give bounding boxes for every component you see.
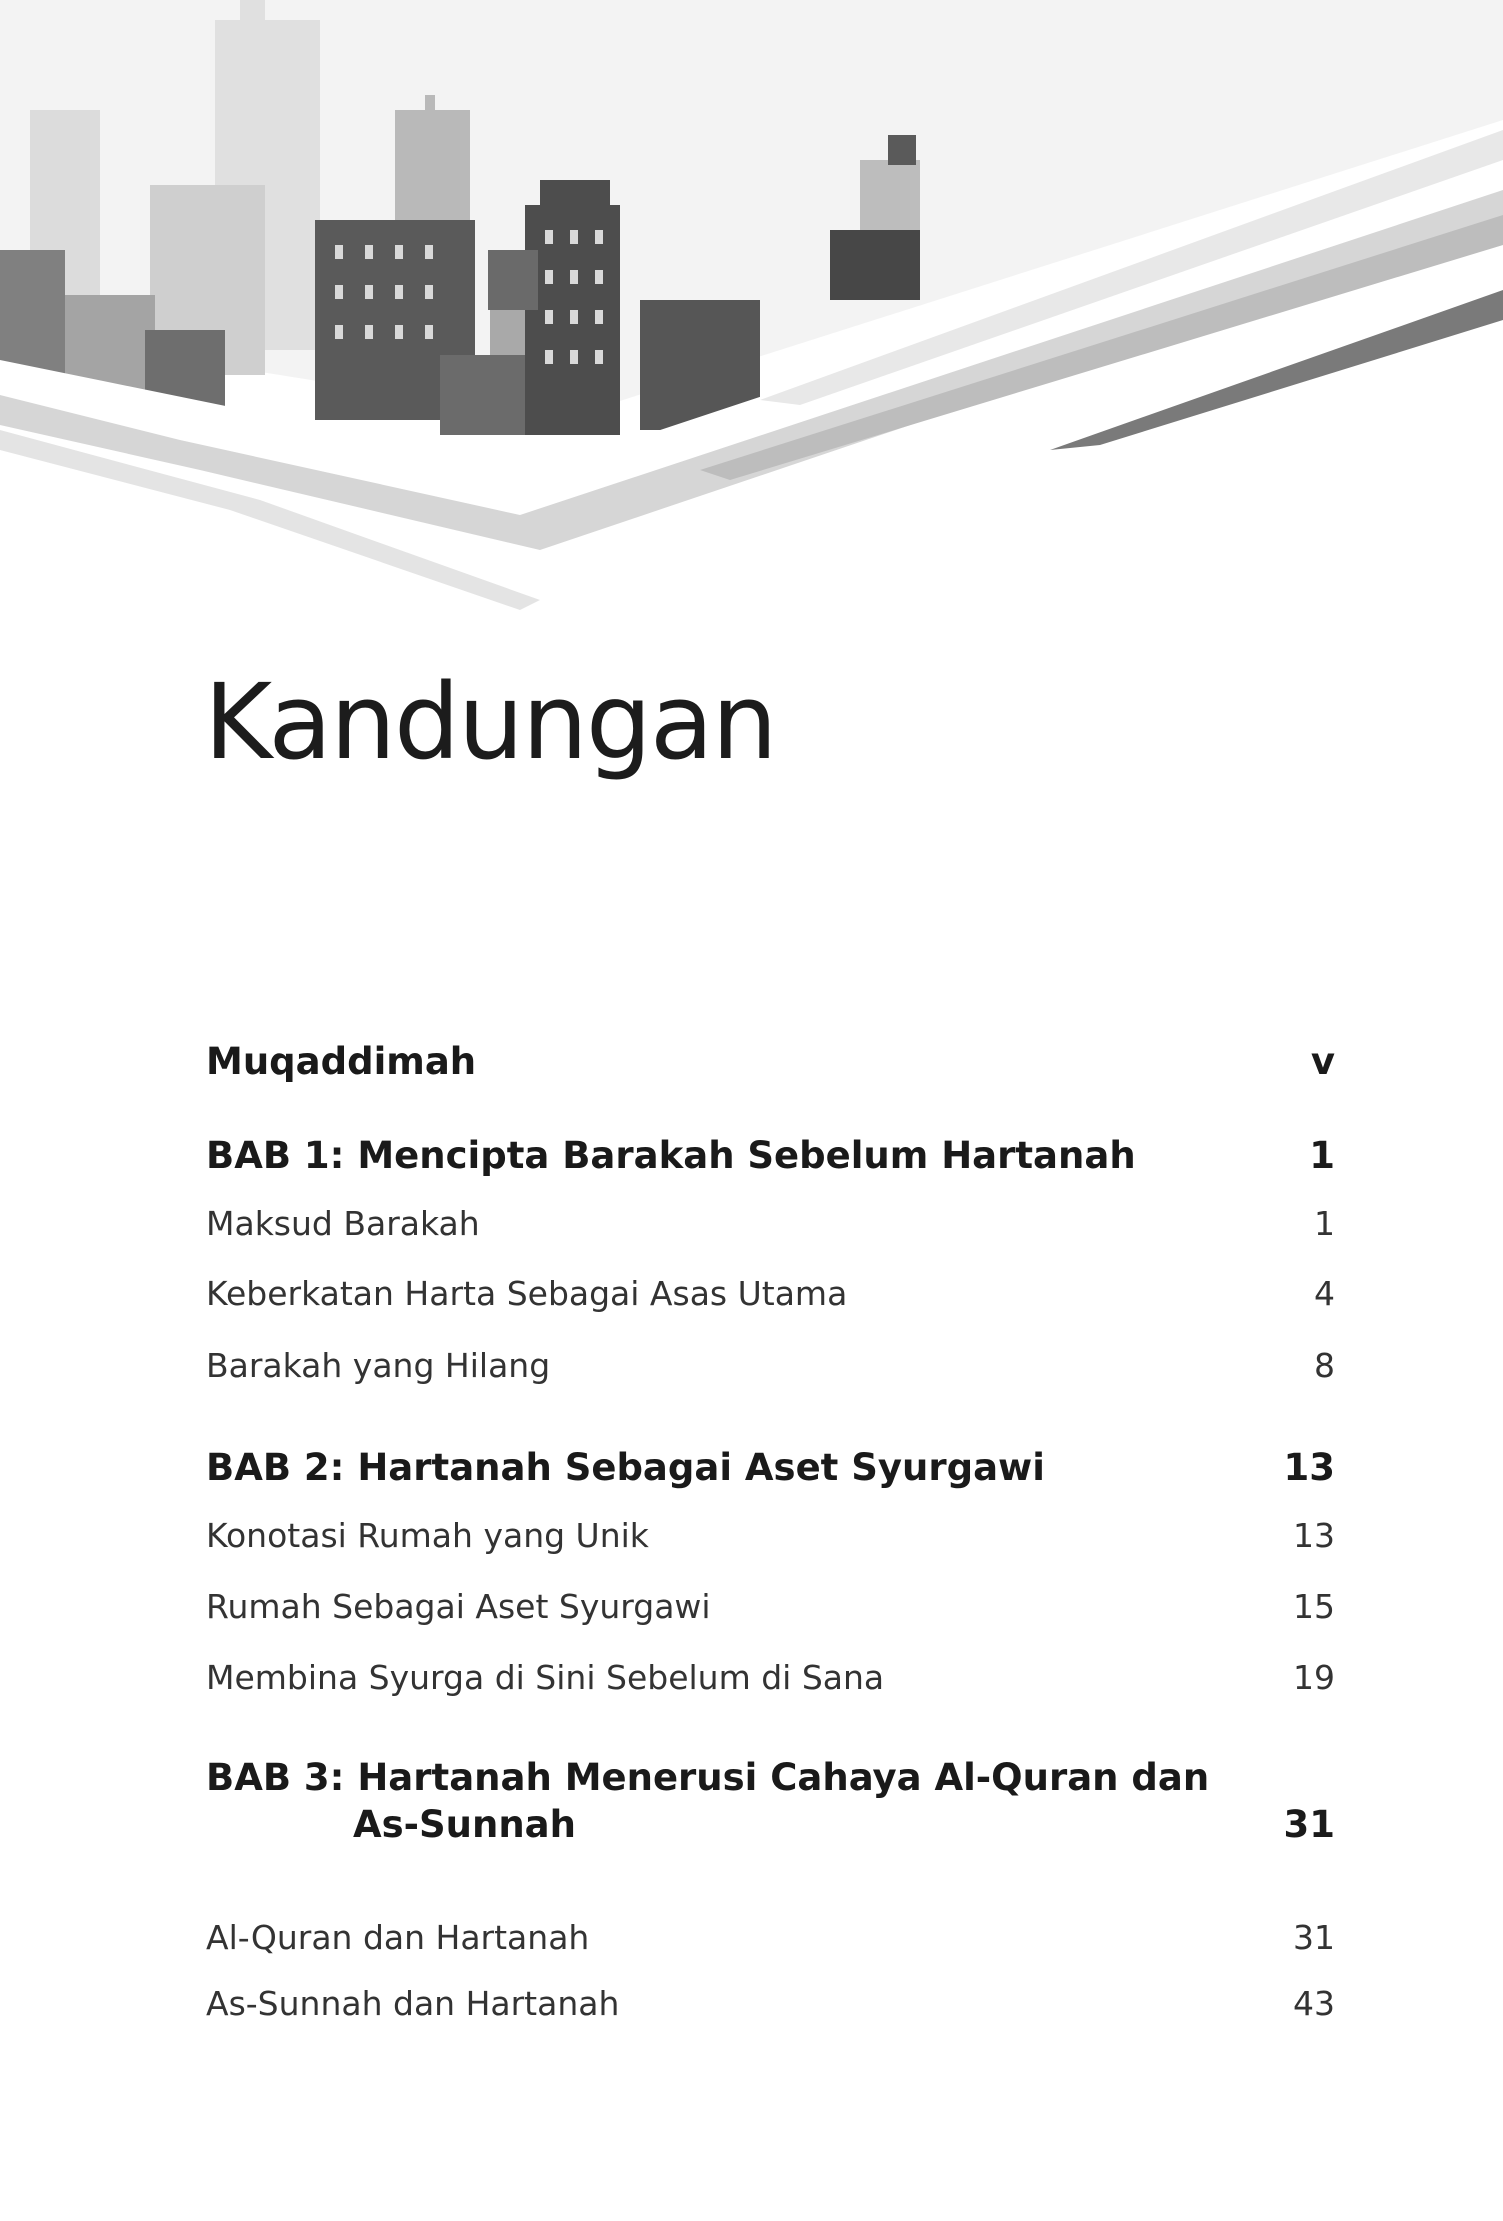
toc-section-title: Al-Quran dan Hartanah: [206, 1918, 590, 1957]
toc-entry-section[interactable]: [206, 1984, 1335, 2023]
toc-page-number: 31: [1293, 1918, 1335, 1957]
toc-entry-section[interactable]: [206, 1658, 1335, 1697]
toc-chapter-title: Muqaddimah: [206, 1040, 477, 1083]
page-title: Kandungan: [204, 661, 776, 783]
toc-section-title: Barakah yang Hilang: [206, 1346, 551, 1385]
toc-entry-chapter-1[interactable]: [206, 1134, 1335, 1177]
toc-section-title: As-Sunnah dan Hartanah: [206, 1984, 620, 2023]
toc-entry-section[interactable]: [206, 1587, 1335, 1626]
toc-entry-chapter-2[interactable]: [206, 1446, 1335, 1489]
toc-page-number: 1: [1314, 1204, 1335, 1243]
toc-page-number: v: [1310, 1040, 1335, 1083]
toc-entry-section[interactable]: [206, 1516, 1335, 1555]
toc-section-title: Keberkatan Harta Sebagai Asas Utama: [206, 1274, 848, 1313]
toc-section-title: Konotasi Rumah yang Unik: [206, 1516, 649, 1555]
toc-entry-section[interactable]: [206, 1346, 1335, 1385]
toc-entry-section[interactable]: [206, 1274, 1335, 1313]
toc-page-number: 8: [1314, 1346, 1335, 1385]
toc-page-number: 43: [1293, 1984, 1335, 2023]
toc-entry-section[interactable]: [206, 1918, 1335, 1957]
toc-section-title: Membina Syurga di Sini Sebelum di Sana: [206, 1658, 885, 1697]
city-skyline-illustration: [0, 0, 1503, 640]
toc-section-title: Maksud Barakah: [206, 1204, 480, 1243]
toc-page-number: 19: [1293, 1658, 1335, 1697]
toc-page-number: 13: [1283, 1446, 1335, 1489]
toc-section-title: Rumah Sebagai Aset Syurgawi: [206, 1587, 711, 1626]
toc-chapter-title: BAB 2: Hartanah Sebagai Aset Syurgawi: [206, 1446, 1045, 1489]
toc-page-number: 4: [1314, 1274, 1335, 1313]
toc-page-number: 15: [1293, 1587, 1335, 1626]
toc-entry-section[interactable]: [206, 1204, 1335, 1243]
toc-entry-muqaddimah[interactable]: [206, 1040, 1335, 1083]
toc-chapter-title-continued: As-Sunnah: [353, 1803, 576, 1846]
toc-chapter-title: BAB 3: Hartanah Menerusi Cahaya Al-Quran dan: [206, 1756, 1210, 1799]
toc-page-number: 1: [1309, 1134, 1335, 1177]
toc-chapter-title: BAB 1: Mencipta Barakah Sebelum Hartanah: [206, 1134, 1136, 1177]
toc-entry-chapter-3[interactable]: [206, 1756, 1335, 1846]
toc-page-number: 31: [1283, 1803, 1335, 1846]
toc-page-number: 13: [1293, 1516, 1335, 1555]
